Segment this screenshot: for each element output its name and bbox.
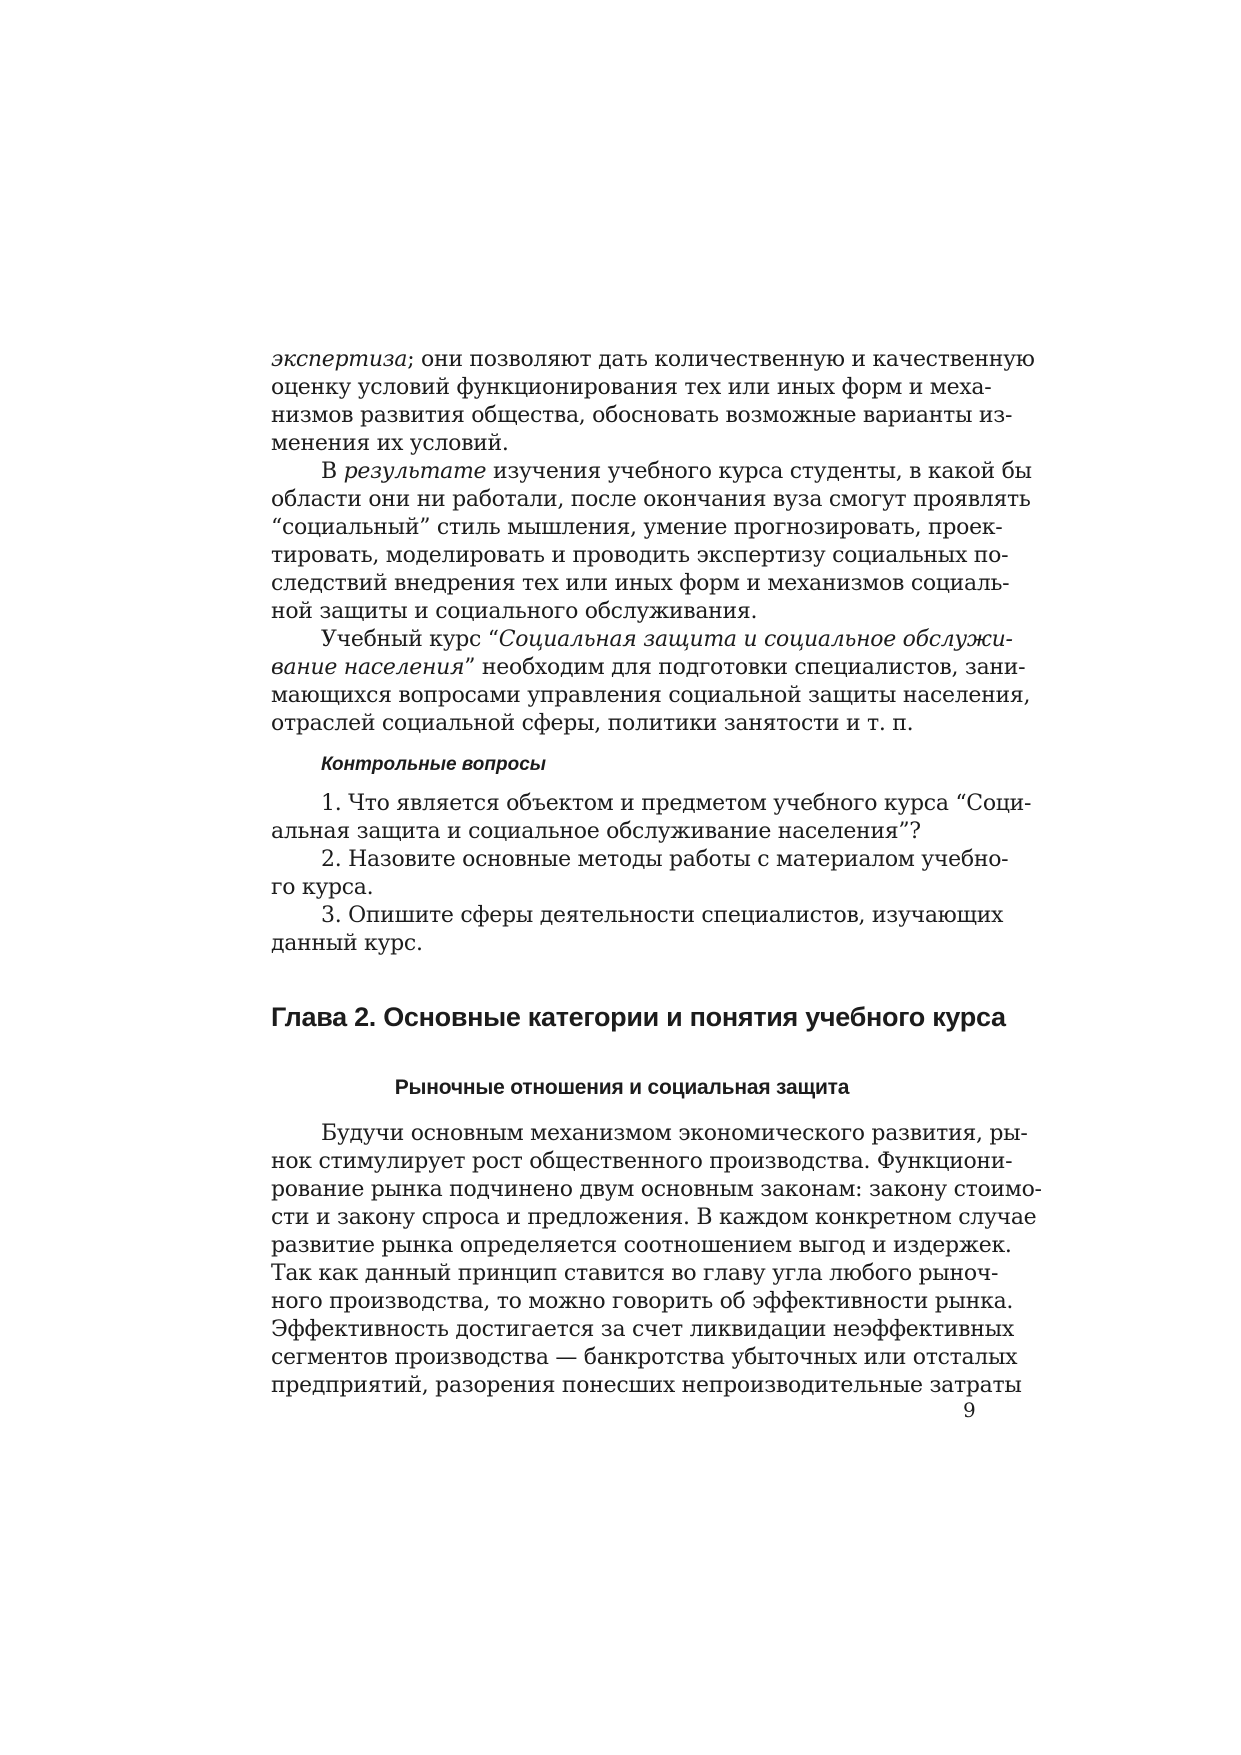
- text-line: В результате изучения учебного курса студенты, в какой бы: [321, 459, 1032, 484]
- question-line: 2. Назовите основные методы работы с материалом учебно-: [321, 847, 1009, 872]
- questions-list: [271, 790, 1032, 958]
- question-line: 1. Что является объектом и предметом учебного курса “Соци-: [321, 791, 1032, 816]
- question-line: данный курс.: [271, 931, 423, 956]
- text-line: “социальный” стиль мышления, умение прогнозировать, проек-: [271, 515, 1003, 540]
- paragraph-4: [271, 1120, 1042, 1400]
- page-body: [271, 346, 1042, 1400]
- section-title: Рыночные отношения и социальная защита: [394, 1076, 850, 1099]
- text-line: Эффективность достигается за счет ликвидации неэффективных: [271, 1317, 1014, 1342]
- text-line: Учебный курс “Социальная защита и социальное обслужи-: [321, 627, 1013, 652]
- question-line: 3. Опишите сферы деятельности специалистов, изучающих: [321, 903, 1004, 928]
- text-line: Так как данный принцип ставится во главу угла любого рыноч-: [271, 1261, 999, 1286]
- text-line: следствий внедрения тех или иных форм и механизмов социаль-: [271, 571, 1010, 596]
- page-number: 9: [963, 1398, 976, 1422]
- text-line: ного производства, то можно говорить об эффективности рынка.: [271, 1289, 1014, 1314]
- text-line: области они ни работали, после окончания вуза смогут проявлять: [271, 487, 1031, 512]
- text-line: тировать, моделировать и проводить экспертизу социальных по-: [271, 543, 1009, 568]
- text-line: предприятий, разорения понесших непроизводительные затраты: [271, 1373, 1022, 1398]
- text-line: менения их условий.: [271, 431, 509, 456]
- text-line: экспертиза; они позволяют дать количественную и качественную: [271, 347, 1035, 372]
- text-line: сегментов производства — банкротства убыточных или отсталых: [271, 1345, 1018, 1370]
- text-line: вание населения” необходим для подготовки специалистов, зани-: [271, 655, 1026, 680]
- paragraph-2: [271, 458, 1032, 626]
- chapter-title: Глава 2. Основные категории и понятия учебного курса: [271, 1002, 1006, 1032]
- questions-heading: Контрольные вопросы: [321, 754, 547, 775]
- paragraph-1: [271, 346, 1035, 458]
- text-line: низмов развития общества, обосновать возможные варианты из-: [271, 403, 1013, 428]
- text-line: развитие рынка определяется соотношением выгод и издержек.: [271, 1233, 1012, 1258]
- paragraph-3: [271, 626, 1031, 738]
- text-line: ной защиты и социального обслуживания.: [271, 599, 758, 624]
- text-line: нок стимулирует рост общественного производства. Функциони-: [271, 1149, 1013, 1174]
- text-line: рование рынка подчинено двум основным законам: закону стоимо-: [271, 1177, 1042, 1202]
- question-line: альная защита и социальное обслуживание населения”?: [271, 819, 921, 844]
- text-line: сти и закону спроса и предложения. В каждом конкретном случае: [271, 1205, 1037, 1230]
- text-line: Будучи основным механизмом экономического развития, ры-: [321, 1121, 1028, 1146]
- text-line: оценку условий функционирования тех или иных форм и меха-: [271, 375, 992, 400]
- text-line: отраслей социальной сферы, политики занятости и т. п.: [271, 711, 914, 736]
- text-line: мающихся вопросами управления социальной защиты населения,: [271, 683, 1031, 708]
- question-line: го курса.: [271, 875, 374, 900]
